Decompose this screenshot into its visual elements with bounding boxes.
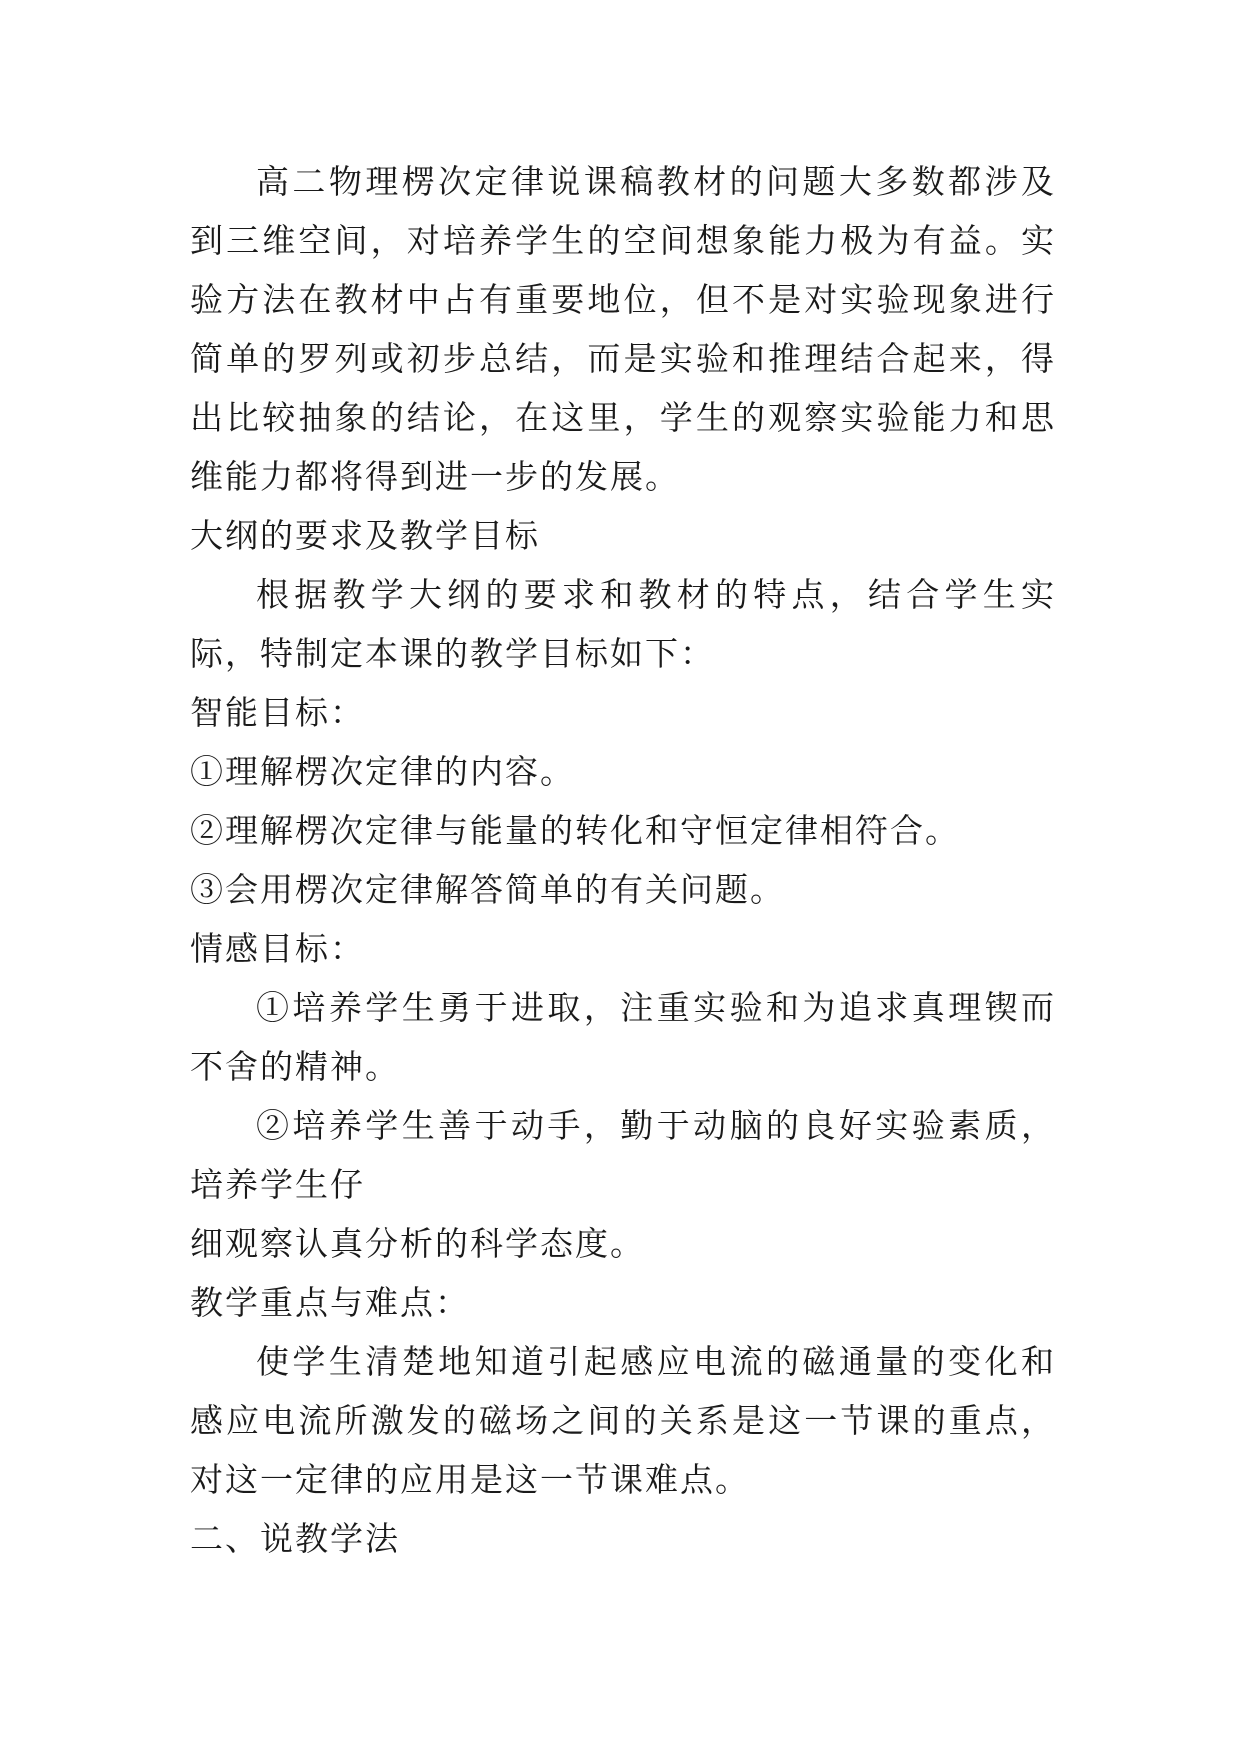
section-heading-teaching-method: 二、说教学法 <box>190 1519 400 1558</box>
document-body <box>190 152 1056 1568</box>
section-heading-syllabus: 大纲的要求及教学目标 <box>190 516 540 555</box>
objectives-intro-paragraph: 根据教学大纲的要求和教材的特点，结合学生实际，特制定本课的教学目标如下： <box>190 575 1056 673</box>
subheading-key-points: 教学重点与难点： <box>190 1283 470 1322</box>
list-item-affective-1: ①培养学生勇于进取，注重实验和为追求真理锲而不舍的精神。 <box>190 988 1056 1086</box>
subheading-cognitive-goals: 智能目标： <box>190 693 365 732</box>
list-item-goal-3: ③会用楞次定律解答简单的有关问题。 <box>190 870 785 909</box>
subheading-affective-goals: 情感目标： <box>190 929 365 968</box>
intro-paragraph: 高二物理楞次定律说课稿教材的问题大多数都涉及到三维空间，对培养学生的空间想象能力极为有益。实验方法在教材中占有重要地位，但不是对实验现象进行简单的罗列或初步总结，而是实验和推理结合起来，得出比较抽象的结论，在这里，学生的观察实验能力和思维能力都将得到进一步的发展。 <box>190 162 1056 496</box>
list-item-goal-1: ①理解楞次定律的内容。 <box>190 752 575 791</box>
list-item-goal-2: ②理解楞次定律与能量的转化和守恒定律相符合。 <box>190 811 960 850</box>
list-item-affective-2-continued: 细观察认真分析的科学态度。 <box>190 1224 645 1263</box>
key-points-paragraph: 使学生清楚地知道引起感应电流的磁通量的变化和感应电流所激发的磁场之间的关系是这一节课的重点，对这一定律的应用是这一节课难点。 <box>190 1342 1056 1499</box>
list-item-affective-2: ②培养学生善于动手，勤于动脑的良好实验素质，培养学生仔 <box>190 1106 1056 1204</box>
